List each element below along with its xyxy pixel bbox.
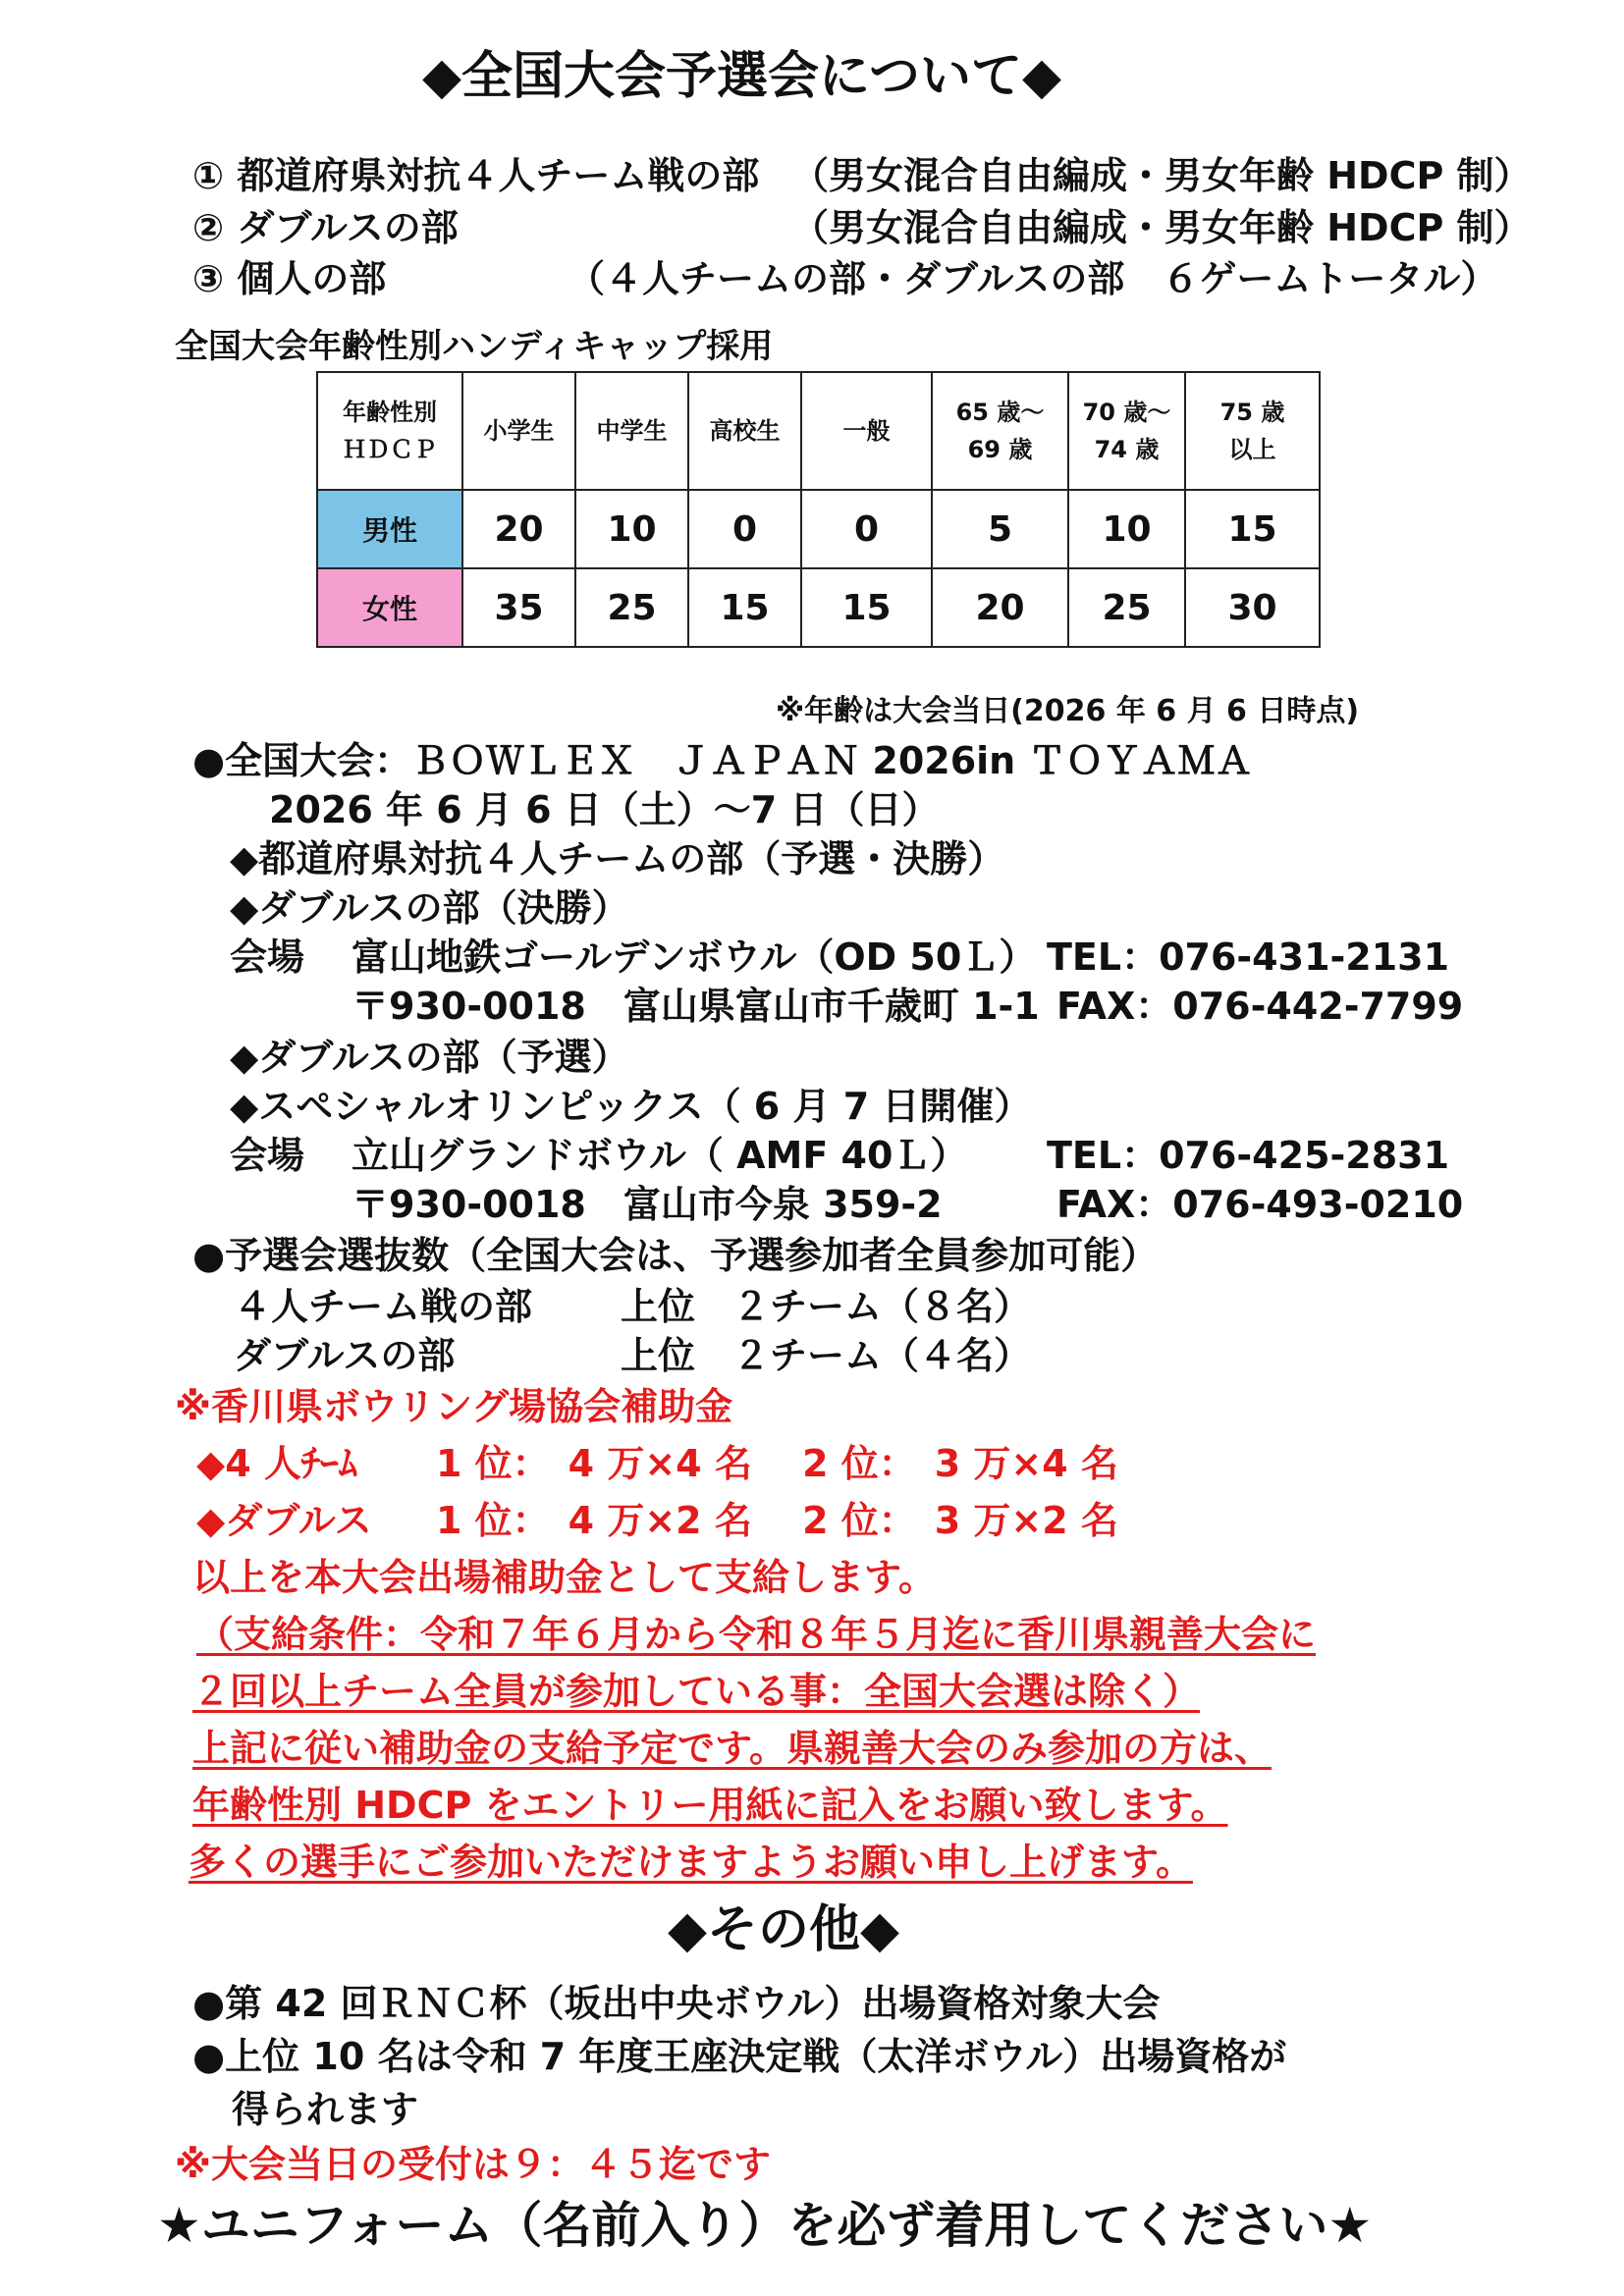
header-text: 以上 (1228, 436, 1276, 463)
subsidy-condition: （支給条件：令和７年６月から令和８年５月迄に香川県親善大会に (196, 1613, 1317, 1656)
header-text: 中学生 (596, 417, 668, 445)
other-item: ●上位 10 名は令和 7 年度王座決定戦（太洋ボウル）出場資格が (192, 2035, 1287, 2078)
venue2-item: ◆スペシャルオリンピックス（ 6 月 7 日開催） (230, 1085, 1032, 1128)
page-title: ◆全国大会予選会について◆ (422, 47, 1061, 106)
venue1-item: ◆都道府県対抗４人チームの部（予選・決勝） (230, 837, 1005, 881)
division-doubles-label: ② ダブルスの部 (192, 206, 459, 249)
subsidy-line: 以上を本大会出場補助金として支給します。 (192, 1556, 936, 1599)
header-cell-65-69 (932, 372, 1068, 490)
header-text: 70 歳～ (1082, 399, 1171, 426)
header-label-cell (317, 372, 462, 490)
header-text: 一般 (842, 417, 891, 445)
division-team-label: ① 都道府県対抗４人チーム戦の部 (192, 154, 760, 197)
male-value: 5 (932, 490, 1068, 568)
venue1-item: ◆ダブルスの部（決勝） (230, 886, 629, 930)
male-label: 男性 (317, 490, 462, 568)
header-cell-elementary (462, 372, 575, 490)
other-item-continued: 得られます (232, 2088, 419, 2131)
national-dates: 2026 年 6 月 6 日（土）～7 日（日） (269, 788, 940, 831)
female-label: 女性 (317, 568, 462, 647)
header-cell-75-plus (1185, 372, 1320, 490)
female-value: 30 (1185, 568, 1320, 647)
venue2-name: 立山グランドボウル（ AMF 40Ｌ） (352, 1134, 968, 1177)
division-individual-note: （４人チームの部・ダブルスの部 ６ゲームトータル） (568, 257, 1498, 300)
header-label-line2: ＨＤＣＰ (343, 436, 437, 463)
header-text: 69 歳 (967, 436, 1033, 463)
venue1-label: 会場 (230, 935, 305, 979)
subsidy-heading: ※香川県ボウリング場協会補助金 (175, 1385, 733, 1428)
venue2-label: 会場 (230, 1134, 305, 1177)
subsidy-condition: 年齢性別 HDCP をエントリー用紙に記入をお願い致します。 (192, 1784, 1228, 1827)
uniform-notice: ★ユニフォーム（名前入り）を必ず着用してください★ (157, 2197, 1373, 2254)
header-cell-high-school (688, 372, 801, 490)
subsidy-condition: 多くの選手にご参加いただけますようお願い申し上げます。 (189, 1841, 1193, 1884)
venue1-fax: FAX：076-442-7799 (1056, 985, 1464, 1028)
reception-note: ※大会当日の受付は９：４５迄です (175, 2143, 771, 2186)
header-cell-junior-high (575, 372, 688, 490)
venue2-item: ◆ダブルスの部（予選） (230, 1036, 629, 1079)
other-item: ●第 42 回ＲＮＣ杯（坂出中央ボウル）出場資格対象大会 (192, 1982, 1161, 2025)
handicap-caption: 全国大会年齢性別ハンディキャップ採用 (175, 327, 774, 366)
venue2-fax: FAX：076-493-0210 (1056, 1183, 1464, 1226)
venue1-address: 〒930-0018 富山県富山市千歳町 1-1 (352, 985, 1040, 1028)
male-value: 0 (801, 490, 932, 568)
selection-heading: ●予選会選抜数（全国大会は、予選参加者全員参加可能） (192, 1234, 1159, 1277)
male-value: 15 (1185, 490, 1320, 568)
header-text: 小学生 (483, 417, 555, 445)
national-heading: ●全国大会：ＢＯＷＬＥＸ ＪＡＰＡＮ 2026in ＴＯＹＡＭＡ (192, 739, 1253, 782)
male-value: 10 (575, 490, 688, 568)
male-value: 20 (462, 490, 575, 568)
handicap-header-row (317, 372, 1320, 490)
selection-team-value: 上位 ２チーム（８名） (621, 1285, 1032, 1328)
handicap-female-row (317, 568, 1320, 647)
selection-doubles-label: ダブルスの部 (234, 1334, 456, 1377)
venue2-tel: TEL：076-425-2831 (1047, 1134, 1450, 1177)
venue2-address: 〒930-0018 富山市今泉 359-2 (352, 1183, 943, 1226)
header-cell-general (801, 372, 932, 490)
female-value: 15 (801, 568, 932, 647)
age-note: ※年齢は大会当日(2026 年 6 月 6 日時点) (776, 694, 1360, 728)
male-value: 10 (1068, 490, 1185, 568)
selection-doubles-value: 上位 ２チーム（４名） (621, 1334, 1032, 1377)
subsidy-condition: 上記に従い補助金の支給予定です。県親善大会のみ参加の方は、 (192, 1727, 1272, 1770)
subsidy-team-label: ◆4 人ﾁｰﾑ (196, 1442, 357, 1485)
female-value: 25 (575, 568, 688, 647)
subsidy-team-amounts: 1 位： 4 万×4 名 2 位： 3 万×4 名 (436, 1442, 1118, 1485)
header-text: 74 歳 (1094, 436, 1160, 463)
division-individual-label: ③ 個人の部 (192, 257, 387, 300)
division-team-note: （男女混合自由編成・男女年齢 HDCP 制） (791, 154, 1532, 197)
venue1-tel: TEL：076-431-2131 (1047, 935, 1450, 979)
subsidy-doubles-label: ◆ダブルス (196, 1499, 372, 1542)
subsidy-condition: ２回以上チーム全員が参加している事：全国大会選は除く） (192, 1670, 1201, 1713)
header-text: 高校生 (709, 417, 781, 445)
female-value: 20 (932, 568, 1068, 647)
selection-team-label: ４人チーム戦の部 (234, 1285, 533, 1328)
subsidy-doubles-amounts: 1 位： 4 万×2 名 2 位： 3 万×2 名 (436, 1499, 1118, 1542)
division-doubles-note: （男女混合自由編成・男女年齢 HDCP 制） (791, 206, 1532, 249)
header-label-line1: 年齢性別 (343, 399, 437, 426)
header-cell-70-74 (1068, 372, 1185, 490)
handicap-male-row (317, 490, 1320, 568)
other-heading: ◆その他◆ (668, 1900, 899, 1959)
female-value: 35 (462, 568, 575, 647)
female-value: 25 (1068, 568, 1185, 647)
header-text: 75 歳 (1219, 399, 1285, 426)
handicap-table (316, 371, 1321, 648)
header-text: 65 歳～ (955, 399, 1045, 426)
male-value: 0 (688, 490, 801, 568)
venue1-name: 富山地鉄ゴールデンボウル（OD 50Ｌ） (352, 935, 1037, 979)
female-value: 15 (688, 568, 801, 647)
